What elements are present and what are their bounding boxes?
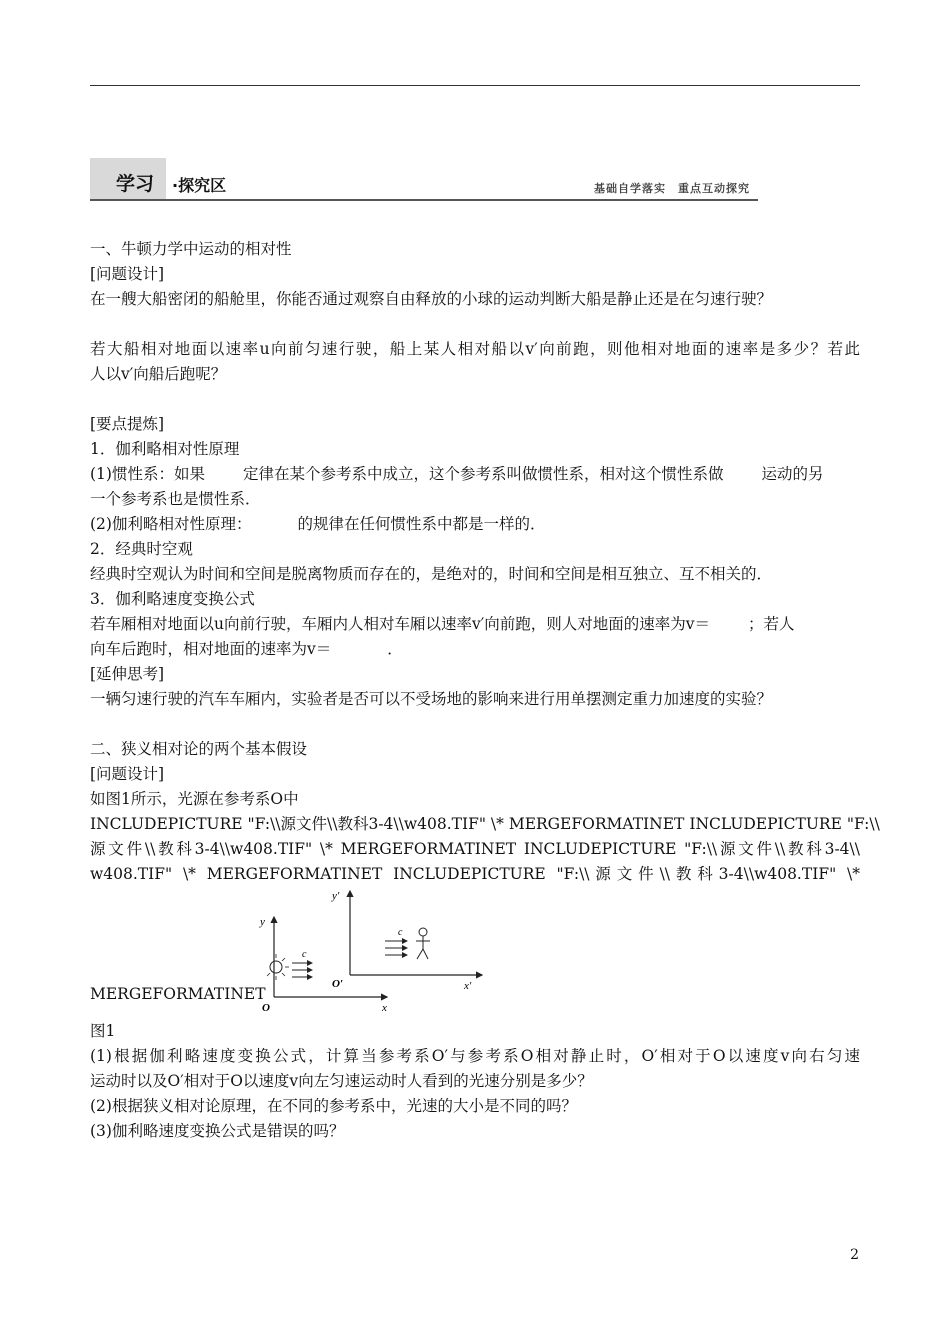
- subheading-problem-design: [问题设计]: [90, 265, 165, 283]
- point-heading: 2．经典时空观: [90, 540, 193, 558]
- light-arrows: [385, 941, 407, 955]
- paragraph: 在一艘大船密闭的船舱里，你能否通过观察自由释放的小球的运动判断大船是静止还是在匀速行驶？: [90, 290, 773, 308]
- light-arrows: [292, 963, 312, 977]
- paragraph: (2)伽利略相对性原理： 的规律在任何惯性系中都是一样的．: [90, 515, 546, 533]
- point-heading: 1．伽利略相对性原理: [90, 440, 240, 458]
- origin-prime-label: O′: [332, 978, 344, 990]
- paragraph: 向车后跑时，相对地面的速率为v＝ ．: [90, 640, 403, 658]
- subheading-extended-thinking: [延伸思考]: [90, 665, 165, 683]
- figure-caption: 图1: [90, 1022, 116, 1040]
- paragraph: (1)根据伽利略速度变换公式，计算当参考系O′与参考系O相对静止时，O′相对于O以速度v向右匀速: [90, 1047, 860, 1065]
- light-speed-label: c: [398, 927, 403, 938]
- figure-row: [90, 887, 860, 1014]
- subheading-problem-design: [问题设计]: [90, 765, 165, 783]
- banner-subtitle: ·探究区: [172, 176, 227, 195]
- light-speed-label: c: [302, 949, 307, 960]
- paragraph: (2)根据狭义相对论原理，在不同的参考系中，光速的大小是不同的吗？: [90, 1097, 577, 1115]
- paragraph: 运动时以及O′相对于O以速度v向左匀速运动时人看到的光速分别是多少？: [90, 1072, 593, 1090]
- section-heading-1: 一、牛顿力学中运动的相对性: [90, 240, 292, 258]
- field-code-text: 源文件\\教科3-4\\w408.TIF" \* MERGEFORMATINET INCLUDEPICTURE "F:\\源文件\\教科3-4\\: [90, 840, 860, 858]
- paragraph: 经典时空观认为时间和空间是脱离物质而存在的，是绝对的，时间和空间是相互独立、互不相关的．: [90, 565, 773, 583]
- field-code-text: INCLUDEPICTURE "F:\\源文件\\教科3-4\\w408.TIF" \* MERGEFORMATINET INCLUDEPICTURE "F:\\: [90, 815, 880, 833]
- banner-title: 学习: [116, 173, 155, 195]
- person-icon: [416, 928, 430, 959]
- y-axis-label: y: [260, 916, 265, 928]
- paragraph: (1)惯性系：如果 定律在某个参考系中成立，这个参考系叫做惯性系，相对这个惯性系做 运动的另: [90, 465, 824, 483]
- point-heading: 3．伽利略速度变换公式: [90, 590, 255, 608]
- document-body: [90, 237, 880, 1144]
- subheading-key-points: [要点提炼]: [90, 415, 165, 433]
- field-code-text: w408.TIF" \* MERGEFORMATINET INCLUDEPICTURE "F:\\源文件\\教科3-4\\w408.TIF" \*: [90, 865, 860, 883]
- header-rule: [90, 85, 860, 86]
- paragraph: 若大船相对地面以速率u向前匀速行驶，船上某人相对船以v′向前跑，则他相对地面的速率是多少？若此: [90, 340, 860, 358]
- field-code-text: MERGEFORMATINET: [90, 985, 266, 1003]
- y-prime-axis-label: y′: [332, 890, 340, 902]
- x-axis-label: x: [382, 1002, 387, 1014]
- banner-tagline: 基础自学落实 重点互动探究: [594, 182, 750, 195]
- paragraph: (3)伽利略速度变换公式是错误的吗？: [90, 1122, 345, 1140]
- page-number: 2: [850, 1247, 859, 1263]
- paragraph: 若车厢相对地面以u向前行驶，车厢内人相对车厢以速率v′向前跑，则人对地面的速率为v＝ ；若人: [90, 615, 795, 633]
- reference-frame-figure: [252, 887, 482, 1014]
- paragraph: 人以v′向船后跑呢？: [90, 365, 227, 383]
- section-heading-2: 二、狭义相对论的两个基本假设: [90, 740, 308, 758]
- paragraph: 一个参考系也是惯性系．: [90, 490, 261, 508]
- light-source-icon: [270, 961, 282, 973]
- paragraph: 如图1所示，光源在参考系O中: [90, 790, 299, 808]
- x-prime-axis-label: x′: [464, 980, 472, 992]
- origin-label: O: [262, 1002, 270, 1014]
- paragraph: 一辆匀速行驶的汽车车厢内，实验者是否可以不受场地的影响来进行用单摆测定重力加速度的实验？: [90, 690, 773, 708]
- banner-rule: [90, 199, 758, 201]
- section-banner: [90, 158, 758, 202]
